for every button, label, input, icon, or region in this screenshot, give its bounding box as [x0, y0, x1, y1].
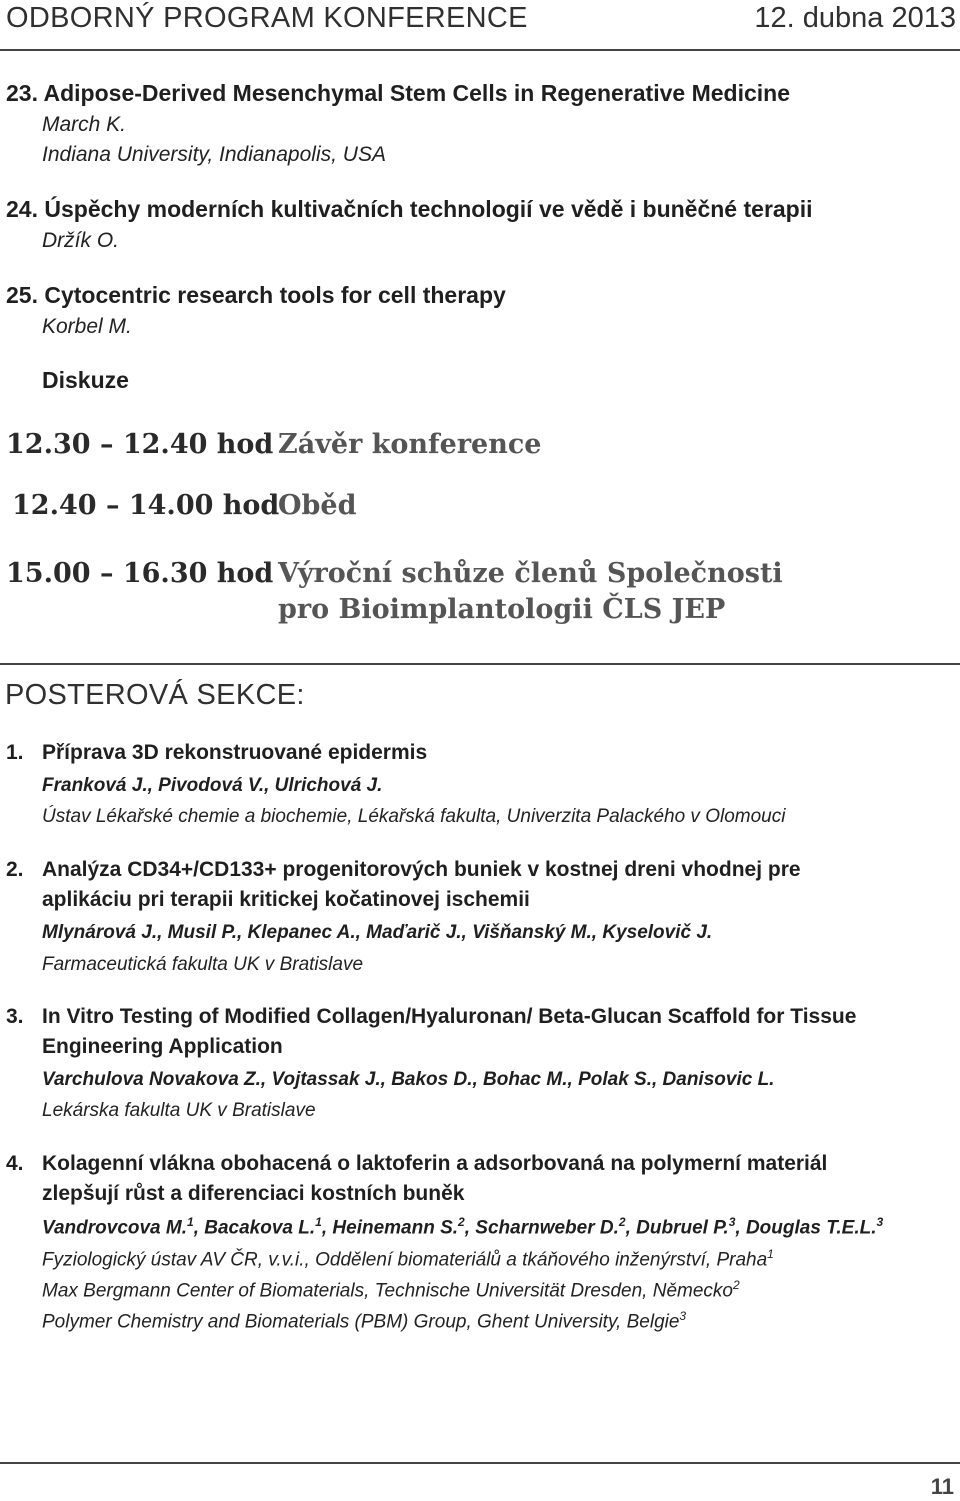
- poster-title-3-line2: Engineering Application: [42, 1035, 283, 1058]
- page-number: 11: [930, 1474, 954, 1499]
- discussion-label: Diskuze: [42, 367, 129, 393]
- header-title: ODBORNÝ PROGRAM KONFERENCE: [6, 2, 528, 34]
- schedule-event-2: Oběd: [278, 490, 357, 521]
- talk-authors-24: Držík O.: [42, 229, 119, 252]
- talk-affiliation-23: Indiana University, Indianapolis, USA: [42, 143, 386, 166]
- poster-title-4-line1: Kolagenní vlákna obohacená o laktoferin a adsorbovaná na polymerní materiál: [42, 1152, 828, 1175]
- talk-title-24: 24. Úspěchy moderních kultivačních technologií ve vědě i buněčné terapii: [6, 196, 813, 222]
- talk-title-23: 23. Adipose-Derived Mesenchymal Stem Cells in Regenerative Medicine: [6, 80, 790, 106]
- author-superscript: 3: [876, 1215, 884, 1229]
- affiliation-superscript: 1: [767, 1247, 774, 1261]
- affiliation-superscript: 2: [733, 1278, 740, 1292]
- poster-title-2-line2: aplikáciu pri terapii kritickej kočatinovej ischemii: [42, 888, 530, 911]
- poster-affiliation-4-1: [42, 1247, 774, 1271]
- header-divider: [0, 49, 960, 51]
- poster-affiliation-1: Ústav Lékařské chemie a biochemie, Lékařská fakulta, Univerzita Palackého v Olomouci: [42, 806, 786, 827]
- header-date: 12. dubna 2013: [754, 2, 956, 34]
- poster-authors-3: Varchulova Novakova Z., Vojtassak J., Bakos D., Bohac M., Polak S., Danisovic L.: [42, 1069, 775, 1090]
- affiliation-text: Max Bergmann Center of Biomaterials, Technische Universität Dresden, Německo: [42, 1280, 733, 1302]
- author-name: Vandrovcova M.: [42, 1217, 188, 1239]
- section-divider: [0, 663, 960, 665]
- poster-number-4: 4.: [6, 1152, 24, 1175]
- talk-authors-23: March K.: [42, 113, 127, 136]
- poster-authors-4: [42, 1215, 883, 1239]
- author-superscript: 2: [458, 1215, 465, 1229]
- author-superscript: 2: [618, 1215, 626, 1229]
- poster-title-1: Příprava 3D rekonstruované epidermis: [42, 741, 428, 764]
- talk-title-25: 25. Cytocentric research tools for cell therapy: [6, 282, 506, 308]
- affiliation-text: Fyziologický ústav AV ČR, v.v.i., Oddělení biomateriálů a tkáňového inženýrství, Praha: [42, 1249, 768, 1271]
- poster-authors-2: Mlynárová J., Musil P., Klepanec A., Maďarič J., Višňanský M., Kyselovič J.: [42, 922, 713, 943]
- schedule-time-3: 15.00 – 16.30 hod: [6, 558, 274, 589]
- schedule-event-1: Závěr konference: [278, 429, 542, 460]
- affiliation-superscript: 3: [679, 1309, 687, 1323]
- author-name: , Dubruel P.: [625, 1217, 729, 1239]
- schedule-time-1: 12.30 – 12.40 hod: [6, 429, 274, 460]
- poster-affiliation-4-2: [42, 1278, 740, 1302]
- author-name: , Bacakova L.: [193, 1217, 316, 1239]
- poster-title-3-line1: In Vitro Testing of Modified Collagen/Hyaluronan/ Beta-Glucan Scaffold for Tissue: [42, 1005, 857, 1028]
- poster-affiliation-3: Lekárska fakulta UK v Bratislave: [42, 1100, 316, 1121]
- schedule-event-3-line2: pro Bioimplantologii ČLS JEP: [278, 594, 726, 625]
- poster-title-2-line1: Analýza CD34+/CD133+ progenitorových buniek v kostnej dreni vhodnej pre: [42, 858, 801, 881]
- footer-divider: [0, 1462, 960, 1464]
- poster-affiliation-4-3: [42, 1309, 686, 1333]
- poster-number-1: 1.: [6, 741, 24, 764]
- schedule-event-3-line1: Výroční schůze členů Společnosti: [278, 558, 783, 589]
- poster-title-4-line2: zlepšují růst a diferenciaci kostních buněk: [42, 1182, 465, 1205]
- affiliation-text: Polymer Chemistry and Biomaterials (PBM) Group, Ghent University, Belgie: [42, 1311, 680, 1333]
- author-name: , Heinemann S.: [321, 1217, 459, 1239]
- author-superscript: 3: [728, 1215, 736, 1229]
- author-superscript: 1: [315, 1215, 322, 1229]
- poster-number-3: 3.: [6, 1005, 24, 1028]
- poster-affiliation-2: Farmaceutická fakulta UK v Bratislave: [42, 954, 364, 975]
- author-name: , Douglas T.E.L.: [735, 1217, 877, 1239]
- poster-number-2: 2.: [6, 858, 24, 881]
- poster-authors-1: Franková J., Pivodová V., Ulrichová J.: [42, 775, 383, 796]
- talk-authors-25: Korbel M.: [42, 315, 132, 338]
- author-superscript: 1: [187, 1215, 194, 1229]
- poster-section-heading: POSTEROVÁ SEKCE:: [5, 679, 305, 711]
- schedule-time-2: 12.40 – 14.00 hod: [12, 490, 280, 521]
- author-name: , Scharnweber D.: [464, 1217, 619, 1239]
